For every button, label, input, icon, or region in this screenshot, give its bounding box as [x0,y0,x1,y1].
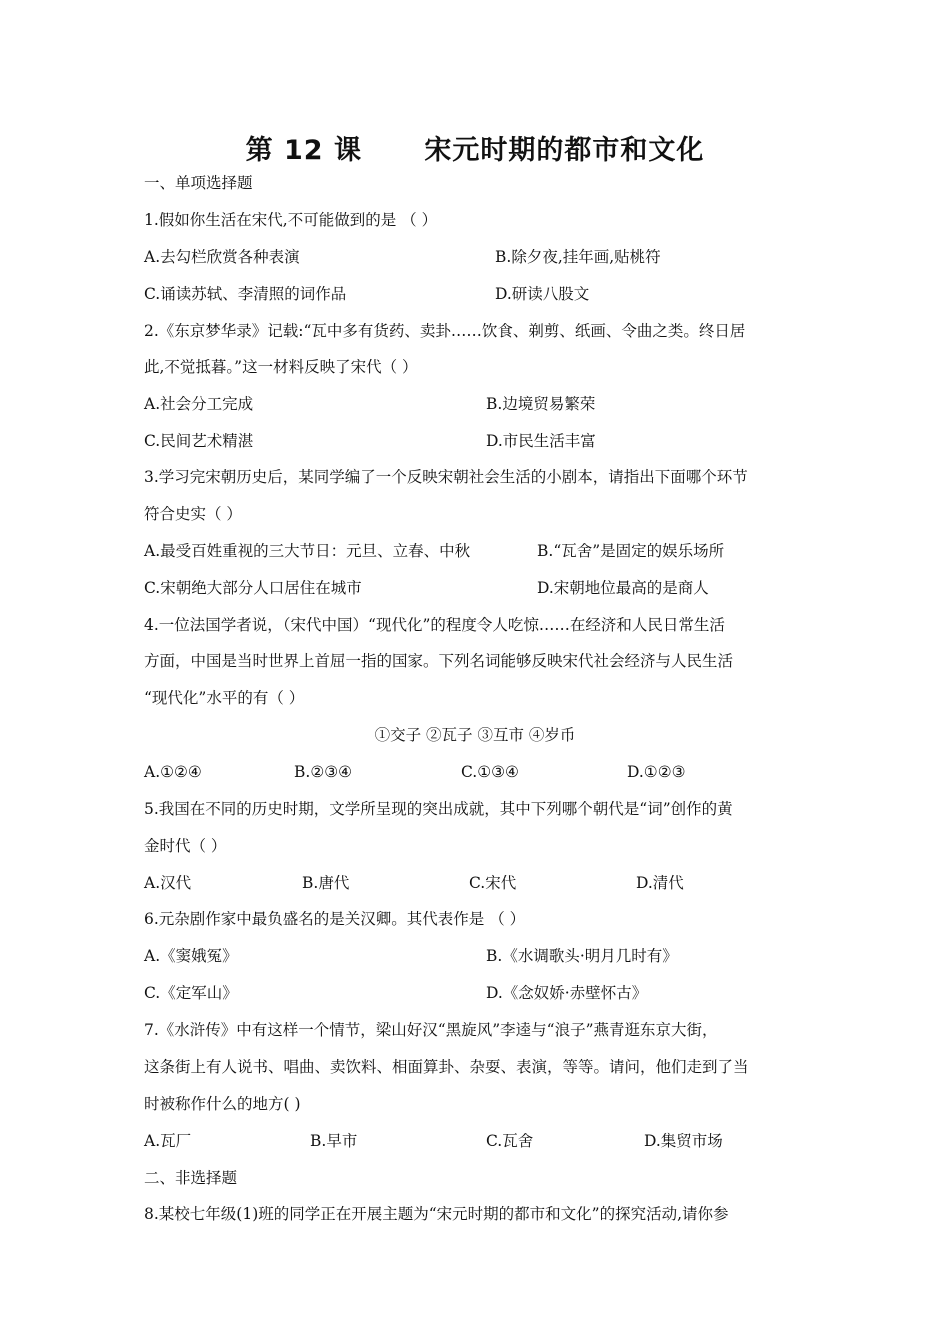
q2-option-a: A.社会分工完成 [144,395,254,413]
q3-option-b: B.“瓦舍”是固定的娱乐场所 [537,542,725,560]
question-3-line1: 3.学习完宋朝历史后，某同学编了一个反映宋朝社会生活的小剧本，请指出下面哪个环节 [144,468,748,486]
q3-option-d: D.宋朝地位最高的是商人 [537,579,709,597]
section-heading-choice: 一、单项选择题 [144,174,253,192]
q7-option-a: A.瓦厂 [144,1132,192,1150]
question-5-line1: 5.我国在不同的历史时期，文学所呈现的突出成就，其中下列哪个朝代是“词”创作的黄 [144,800,733,818]
q6-option-d: D.《念奴娇·赤壁怀古》 [486,984,648,1002]
q7-option-d: D.集贸市场 [644,1132,723,1150]
q5-option-b: B.唐代 [302,874,350,892]
q4-option-b: B.②③④ [294,763,353,781]
q2-option-b: B.边境贸易繁荣 [486,395,596,413]
q4-option-a: A.①②④ [144,763,202,781]
q1-option-a: A.去勾栏欣赏各种表演 [144,248,300,266]
question-4-items: ①交子 ②瓦子 ③互市 ④岁币 [374,726,576,744]
question-4-line1: 4.一位法国学者说，（宋代中国）“现代化”的程度令人吃惊……在经济和人民日常生活 [144,616,725,634]
question-2-line2: 此,不觉抵暮。”这一材料反映了宋代（ ） [144,358,418,376]
q6-option-b: B.《水调歌头·明月几时有》 [486,947,678,965]
question-4-line2: 方面，中国是当时世界上首屈一指的国家。下列名词能够反映宋代社会经济与人民生活 [144,652,734,670]
question-7-line1: 7.《水浒传》中有这样一个情节，梁山好汉“黑旋风”李逵与“浪子”燕青逛东京大街， [144,1021,718,1039]
q1-option-b: B.除夕夜,挂年画,贴桃符 [495,248,661,266]
question-7-line2: 这条街上有人说书、唱曲、卖饮料、相面算卦、杂耍、表演，等等。请问，他们走到了当 [144,1058,749,1076]
page-title: 第 12 课 宋元时期的都市和文化 [245,135,705,166]
question-1-stem: 1.假如你生活在宋代,不可能做到的是 （ ） [144,211,438,229]
question-2-line1: 2.《东京梦华录》记载:“瓦中多有货药、卖卦……饮食、剃剪、纸画、令曲之类。终日居 [144,322,746,340]
q6-option-c: C.《定军山》 [144,984,238,1002]
q3-option-a: A.最受百姓重视的三大节日：元旦、立春、中秋 [144,542,471,560]
q5-option-d: D.清代 [636,874,684,892]
q6-option-a: A.《窦娥冤》 [144,947,238,965]
q7-option-b: B.早市 [310,1132,358,1150]
q1-option-d: D.研读八股文 [495,285,590,303]
question-4-line3: “现代化”水平的有（ ） [144,689,305,707]
question-6-stem: 6.元杂剧作家中最负盛名的是关汉卿。其代表作是 （ ） [144,910,526,928]
question-8-line1: 8.某校七年级(1)班的同学正在开展主题为“宋元时期的都市和文化”的探究活动,请你参 [144,1205,729,1223]
q5-option-a: A.汉代 [144,874,192,892]
question-7-line3: 时被称作什么的地方( ) [144,1095,301,1113]
q2-option-d: D.市民生活丰富 [486,432,596,450]
section-heading-non-choice: 二、非选择题 [144,1169,238,1187]
question-3-line2: 符合史实（ ） [144,505,242,523]
q5-option-c: C.宋代 [469,874,517,892]
q2-option-c: C.民间艺术精湛 [144,432,254,450]
q7-option-c: C.瓦舍 [486,1132,534,1150]
q3-option-c: C.宋朝绝大部分人口居住在城市 [144,579,362,597]
question-5-line2: 金时代（ ） [144,837,227,855]
q4-option-c: C.①③④ [461,763,519,781]
q4-option-d: D.①②③ [627,763,686,781]
q1-option-c: C.诵读苏轼、李清照的词作品 [144,285,347,303]
